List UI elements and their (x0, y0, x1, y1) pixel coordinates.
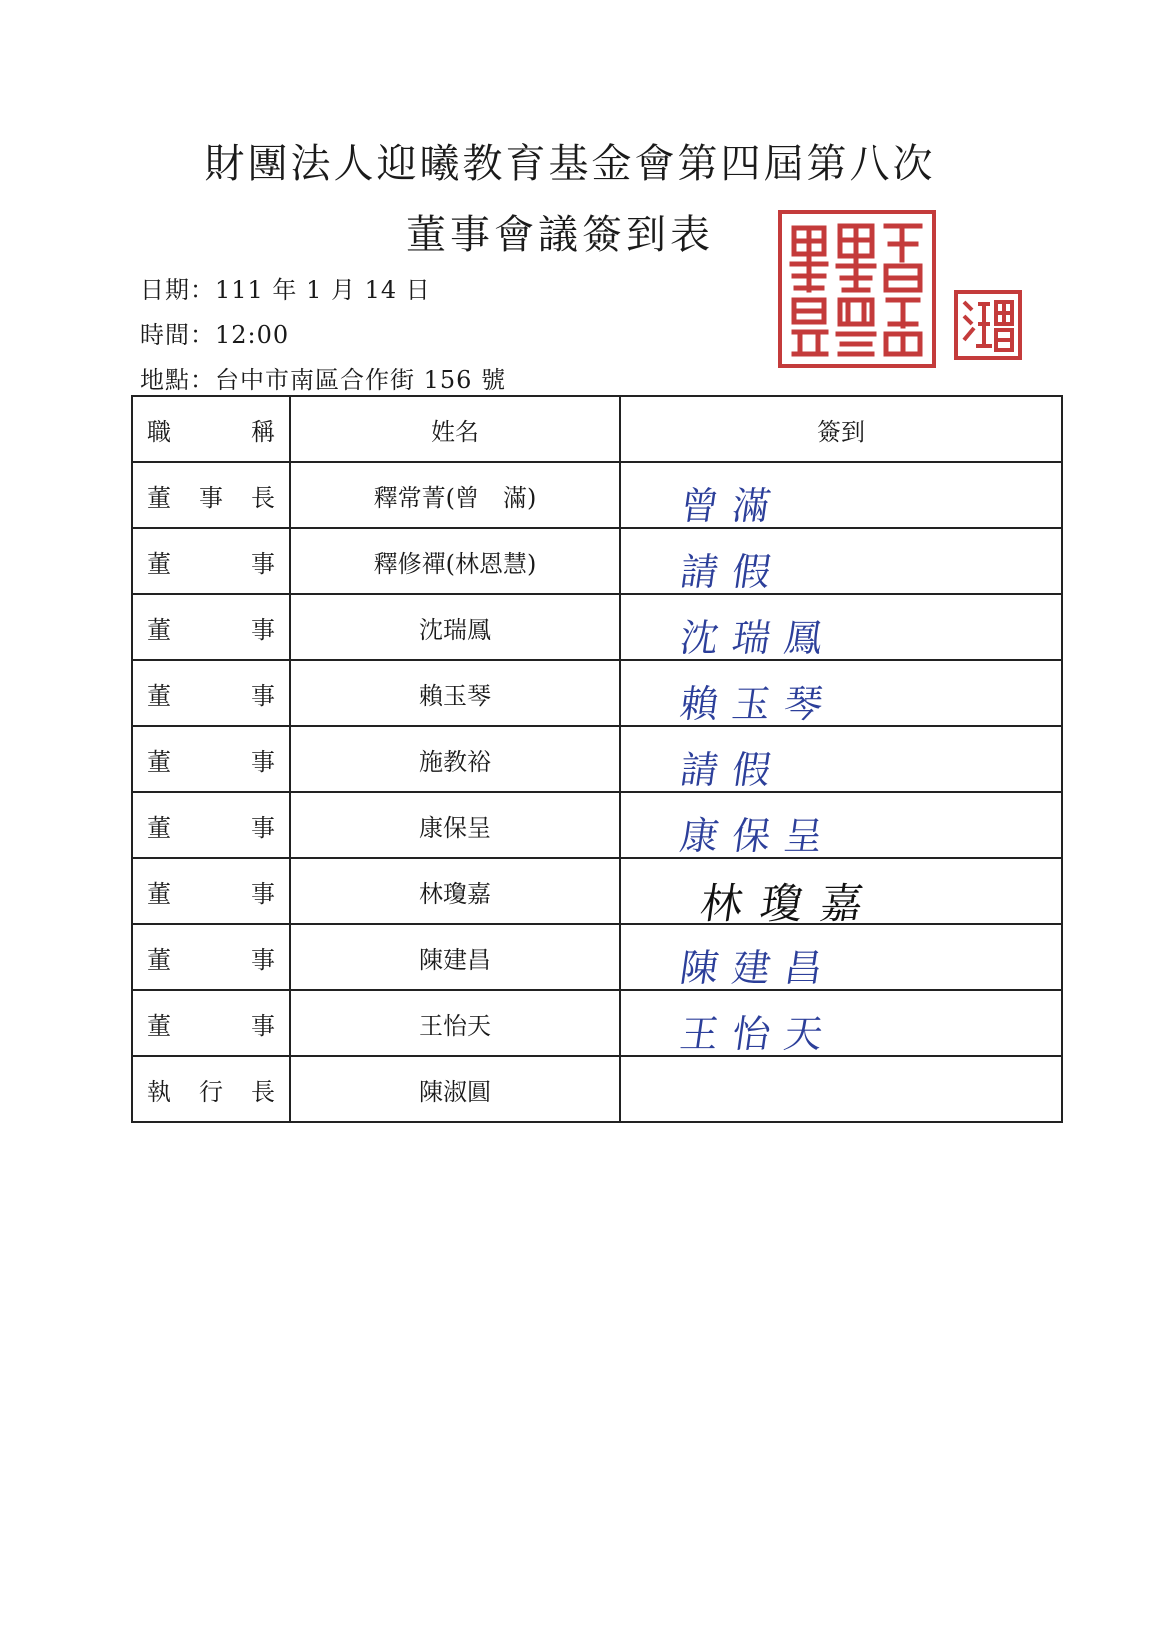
member-name: 康保呈 (290, 792, 620, 858)
signature-cell (620, 924, 1062, 990)
table-row (132, 660, 1062, 726)
chairperson-seal (954, 290, 1022, 360)
handwritten-signature: 陳建昌 (677, 946, 840, 990)
table-row (132, 462, 1062, 528)
member-title-char: 長 (251, 1077, 275, 1106)
member-title (132, 990, 290, 1056)
header-title (132, 396, 290, 462)
member-name: 釋常菁(曾 滿) (290, 462, 620, 528)
leave-note: 請假 (677, 748, 788, 792)
table-row (132, 528, 1062, 594)
member-title (132, 462, 290, 528)
member-title (132, 1056, 290, 1122)
table-row (132, 726, 1062, 792)
member-title-char: 董 (147, 879, 171, 908)
foundation-seal (778, 210, 936, 368)
member-name: 林瓊嘉 (290, 858, 620, 924)
sign-in-table (131, 395, 1063, 1123)
signature-cell (620, 792, 1062, 858)
handwritten-signature: 曾滿 (677, 484, 788, 528)
member-title (132, 528, 290, 594)
signature-cell (620, 462, 1062, 528)
member-name: 沈瑞鳳 (290, 594, 620, 660)
member-title-char: 行 (199, 1077, 223, 1106)
signature-cell (620, 528, 1062, 594)
member-title-char: 事 (251, 945, 275, 974)
member-title-char: 事 (199, 483, 223, 512)
member-title-char: 事 (251, 615, 275, 644)
member-title-char: 董 (147, 615, 171, 644)
handwritten-signature: 王怡天 (677, 1012, 840, 1056)
member-title (132, 594, 290, 660)
header-sign: 簽到 (620, 396, 1062, 462)
member-name: 陳淑圓 (290, 1056, 620, 1122)
member-title-char: 長 (251, 483, 275, 512)
member-title-char: 董 (147, 1011, 171, 1040)
member-name: 賴玉琴 (290, 660, 620, 726)
table-row (132, 924, 1062, 990)
table-row (132, 990, 1062, 1056)
signature-cell (620, 660, 1062, 726)
member-name: 釋修禪(林恩慧) (290, 528, 620, 594)
header-name: 姓名 (290, 396, 620, 462)
handwritten-signature: 賴玉琴 (677, 682, 840, 726)
member-name: 陳建昌 (290, 924, 620, 990)
member-title (132, 858, 290, 924)
member-name: 王怡天 (290, 990, 620, 1056)
table-row (132, 594, 1062, 660)
member-title-char: 事 (251, 1011, 275, 1040)
member-title-char: 事 (251, 879, 275, 908)
member-title (132, 924, 290, 990)
member-title-char: 董 (147, 945, 171, 974)
meeting-date: 日期：111 年 1 月 14 日 (140, 276, 431, 304)
table-header-row (132, 396, 1062, 462)
handwritten-signature: 林瓊嘉 (697, 879, 885, 928)
member-title (132, 660, 290, 726)
member-title-char: 董 (147, 483, 171, 512)
meeting-time: 時間：12:00 (140, 321, 290, 349)
signature-cell (620, 726, 1062, 792)
header-title-char: 職 (147, 417, 171, 446)
handwritten-signature: 康保呈 (677, 814, 840, 858)
member-name: 施教裕 (290, 726, 620, 792)
member-title-char: 執 (147, 1077, 171, 1106)
member-title-char: 事 (251, 813, 275, 842)
handwritten-signature: 沈瑞鳳 (677, 616, 840, 660)
table-row (132, 792, 1062, 858)
member-title-char: 事 (251, 681, 275, 710)
meeting-place: 地點：台中市南區合作街 156 號 (140, 366, 507, 394)
table-row (132, 1056, 1062, 1122)
member-title (132, 792, 290, 858)
member-title (132, 726, 290, 792)
table-row (132, 858, 1062, 924)
signature-cell (620, 858, 1062, 928)
member-title-char: 董 (147, 747, 171, 776)
member-title-char: 事 (251, 747, 275, 776)
document-subtitle: 董事會議簽到表 (406, 212, 714, 258)
member-title-char: 董 (147, 813, 171, 842)
member-title-char: 董 (147, 681, 171, 710)
member-title-char: 董 (147, 549, 171, 578)
leave-note: 請假 (677, 550, 788, 594)
document-title: 財團法人迎曦教育基金會第四屆第八次 (204, 141, 936, 187)
header-title-char: 稱 (251, 417, 275, 446)
member-title-char: 事 (251, 549, 275, 578)
signature-cell (620, 1056, 1062, 1122)
signature-cell (620, 990, 1062, 1056)
signature-cell (620, 594, 1062, 660)
